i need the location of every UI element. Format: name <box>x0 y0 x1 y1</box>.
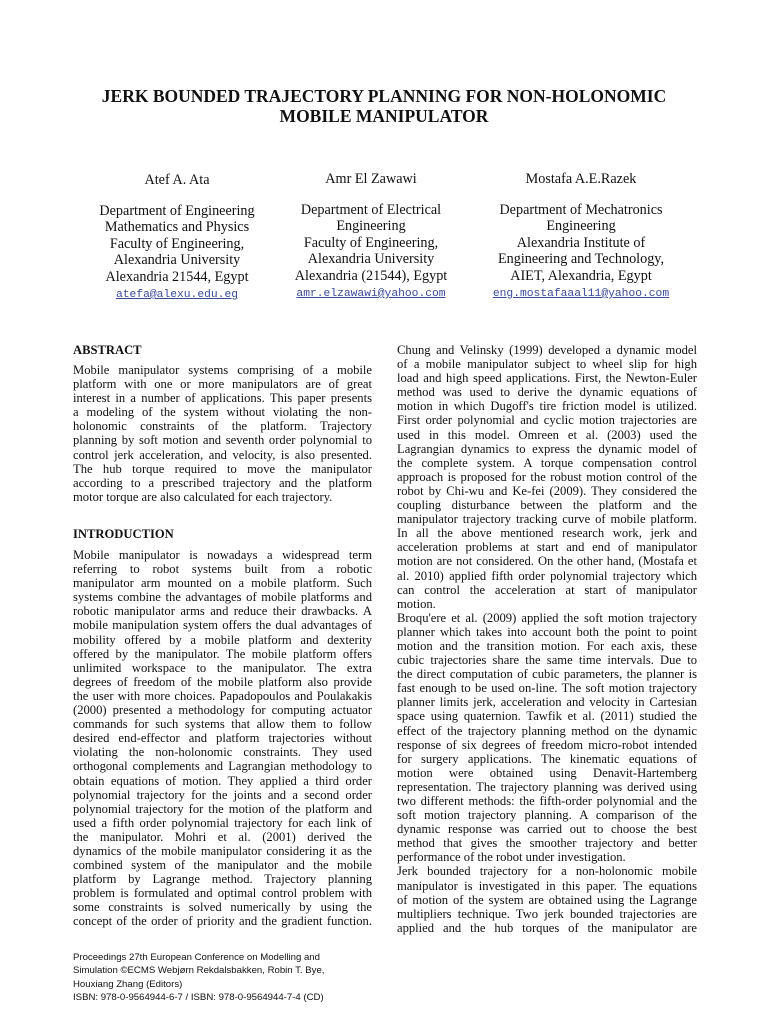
text-line: load and high speed applications. First, the Newton-Euler <box>397 371 697 386</box>
affiliation-line: Mathematics and Physics <box>104 219 250 236</box>
text-line: method that gives the smoother trajectory and better <box>397 836 697 851</box>
text-line: used a fifth order polynomial trajectory for each link of <box>73 815 372 830</box>
text-line: response of six degrees of freedom micro-robot intended <box>397 737 697 752</box>
text-line: violating the non-holonomic constraints. They used <box>73 745 372 760</box>
text-line: for surgery applications. The kinematic equations of <box>397 751 697 766</box>
text-line: Lagrangian dynamics to express the dynamic model of <box>397 441 697 456</box>
text-line: planner which takes into account both the point to point <box>397 624 697 639</box>
text-line: First order polynomial and cyclic motion trajectories are <box>397 413 697 428</box>
text-line: motion were obtained using Denavit-Hartemberg <box>397 765 697 780</box>
text-line: motion. <box>397 596 436 611</box>
author-email-link[interactable]: eng.mostafaaal11@yahoo.com <box>492 288 670 301</box>
text-line: acceleration problems at start and end of manipulator <box>397 540 697 555</box>
affiliation-line: Alexandria Institute of <box>516 234 646 251</box>
text-line: approach is proposed for the robust motion control of the <box>397 469 697 484</box>
introduction-body-right <box>397 343 697 935</box>
text-line: obtain equations of motion. They applied a third order <box>73 773 372 788</box>
affiliation-line: Alexandria University <box>113 252 241 269</box>
text-line: manipulator is investigated in this paper. The equations <box>397 878 697 893</box>
text-line: coupling disturbance between the platform and the <box>397 498 697 513</box>
text-line: control jerk acceleration, and velocity, is also presented. <box>73 447 372 462</box>
text-line: degrees of freedom of the mobile platform also provide <box>73 674 372 689</box>
text-line: fast enough to be used on-line. The soft motion trajectory <box>397 681 697 696</box>
text-line: motor torque are also calculated for each trajectory. <box>73 489 333 504</box>
abstract-body <box>73 363 372 504</box>
footer-line: Simulation ©ECMS Webjørn Rekdalsbakken, Robin T. Bye, <box>73 965 325 977</box>
text-line: Jerk bounded trajectory for a non-holonomic mobile <box>397 864 697 879</box>
affiliation-line: AIET, Alexandria, Egypt <box>510 267 652 284</box>
text-line: Mobile manipulator systems comprising of a mobile <box>73 363 372 377</box>
text-line: planner limits jerk, acceleration and velocity in Cartesian <box>397 695 697 710</box>
text-line: holonomic constraints of the platform. Trajectory <box>73 419 372 434</box>
text-line: concept of the order of priority and the gradient function. <box>73 914 372 929</box>
footer-line: Houxiang Zhang (Editors) <box>73 978 183 990</box>
affiliation-line: Alexandria (21544), Egypt <box>294 267 448 284</box>
affiliation-line: Faculty of Engineering, <box>303 234 439 251</box>
abstract-heading: ABSTRACT <box>73 343 142 357</box>
text-line: mobile manipulation system offers the dual advantages of <box>73 618 372 633</box>
affiliation-line: Department of Mechatronics <box>499 202 663 218</box>
footer-line: ISBN: 978-0-9564944-6-7 / ISBN: 978-0-9564944-7-4 (CD) <box>73 992 324 1004</box>
text-line: desired end-effector and platform trajectories without <box>73 731 372 746</box>
author-block <box>466 170 696 301</box>
text-line: performance of the robot under investigation. <box>397 850 626 865</box>
text-line: platform by Lagrange method. Trajectory planning <box>73 872 372 887</box>
text-line: of motion of the system are obtained using the Lagrange <box>397 892 697 907</box>
text-line: systems combine the advantages of mobile platforms and <box>73 590 372 605</box>
affiliation-line: Alexandria University <box>307 251 435 268</box>
text-line: soft motion trajectory planning. A comparison of the <box>397 808 697 823</box>
affiliation-line: Engineering and Technology, <box>497 251 665 268</box>
text-line: The hub torque required to move the manipulator <box>73 461 372 476</box>
affiliation-line: Engineering <box>546 218 616 235</box>
text-line: a modeling of the system without violating the non- <box>73 405 372 420</box>
text-line: orthogonal complements and Lagrangian methodology to <box>73 759 372 774</box>
text-line: motion are not considered. On the other hand, (Mostafa et <box>397 554 697 569</box>
text-line: multipliers technique. Two jerk bounded trajectories are <box>397 906 697 921</box>
paragraph <box>397 864 697 934</box>
text-line: two different methods: the fifth-order polynomial and the <box>397 794 697 808</box>
text-line: manipulator arm mounted on a mobile platform. Such <box>73 576 372 591</box>
text-line: commands for such systems that allow them to follow <box>73 717 372 732</box>
text-line: motion and the transition motion. For each axis, these <box>397 638 697 653</box>
author-name: Amr El Zawawi <box>325 171 417 187</box>
text-line: unlimited workspace to the manipulator. The extra <box>73 660 372 675</box>
author-email-link[interactable]: amr.elzawawi@yahoo.com <box>296 288 446 301</box>
text-line: space using quaternion. Tawfik et al. (2011) studied the <box>397 709 697 724</box>
author-name: Mostafa A.E.Razek <box>525 171 637 187</box>
title-line: JERK BOUNDED TRAJECTORY PLANNING FOR NON-HOLONOMIC <box>101 86 667 106</box>
text-line: of a mobile manipulator subject to wheel slip for high <box>397 357 697 372</box>
paragraph <box>73 363 372 504</box>
author-block <box>67 171 287 302</box>
text-line: robot by Chi-wu and Ke-fei (2009). They considered the <box>397 483 697 498</box>
text-line: motion in which Dugoff's tire friction model is utilized. <box>397 399 697 414</box>
text-line: platform with one or more manipulators are of great <box>73 377 372 392</box>
proceedings-footer <box>73 951 324 1005</box>
text-line: planning by soft motion and seventh order polynomial to <box>73 433 372 448</box>
text-line: representation. The trajectory planning was derived using <box>397 779 697 794</box>
text-line: mobility offered by a mobile platform and dexterity <box>73 632 372 647</box>
text-line: dynamic response was carried out to choose the best <box>397 822 697 837</box>
footer-line: Proceedings 27th European Conference on Modelling and <box>73 952 320 963</box>
affiliation-line: Department of Engineering <box>99 203 255 219</box>
affiliation-line: Department of Electrical <box>300 202 442 218</box>
text-line: Chung and Velinsky (1999) developed a dynamic model <box>397 343 697 357</box>
affiliation-line: Alexandria 21544, Egypt <box>105 268 249 285</box>
text-line: the direct computation of cubic parameters, the planner is <box>397 667 697 682</box>
text-line: can control the acceleration at start of manipulator <box>397 582 697 597</box>
author-block <box>261 170 481 301</box>
author-name: Atef A. Ata <box>144 172 210 188</box>
affiliation-line: Engineering <box>336 218 406 235</box>
text-line: applied and the hub torques of the manipulator are <box>397 920 697 935</box>
text-line: Broqu'ere et al. (2009) applied the soft motion trajectory <box>397 610 697 625</box>
text-line: manipulator trajectory tracking curve of mobile platform. <box>397 512 697 527</box>
text-line: combined system of the manipulator and the mobile <box>73 858 372 873</box>
paragraph <box>73 548 372 929</box>
text-line: polynomial trajectory for the joints and a second order <box>73 787 372 802</box>
text-line: some constraints is solved numerically by using the <box>73 900 372 915</box>
introduction-heading: INTRODUCTION <box>73 527 174 541</box>
author-email-link[interactable]: atefa@alexu.edu.eg <box>115 289 239 302</box>
text-line: problem is formulated and optimal control problem with <box>73 886 372 901</box>
text-line: referring to robot systems built from a robotic <box>73 562 372 577</box>
text-line: In all the above mentioned research work, jerk and <box>397 526 697 541</box>
text-line: method was used to derive the dynamic equations of <box>397 385 697 400</box>
paragraph <box>397 611 697 865</box>
text-line: interest in a number of applications. This paper presents <box>73 391 372 406</box>
introduction-body-left <box>73 548 372 929</box>
text-line: polynomial trajectory for the motion of the platform and <box>73 801 372 816</box>
text-line: the user with more choices. Papadopoulos and Poulakakis <box>73 688 372 703</box>
text-line: al. 2010) applied fifth order polynomial trajectory which <box>397 568 697 583</box>
text-line: the complete system. A torque compensation control <box>397 455 697 470</box>
title-line: MOBILE MANIPULATOR <box>279 106 489 126</box>
text-line: used in this model. Omreen et al. (2003) used the <box>397 427 697 442</box>
text-line: according to a prescribed trajectory and the platform <box>73 475 372 490</box>
text-line: the manipulator. Mohri et al. (2001) derived the <box>73 829 372 844</box>
affiliation-line: Faculty of Engineering, <box>109 235 245 252</box>
text-line: Mobile manipulator is nowadays a widespread term <box>73 548 372 562</box>
paper-title <box>0 86 768 126</box>
text-line: (2000) presented a methodology for computing actuator <box>73 703 372 718</box>
text-line: effect of the trajectory planning method on the dynamic <box>397 723 697 738</box>
text-line: cubic trajectories share the same time intervals. Due to <box>397 653 697 668</box>
paragraph <box>397 343 697 611</box>
text-line: offered by the manipulator. The mobile platform offers <box>73 646 372 661</box>
text-line: dynamics of the mobile manipulator considering it as the <box>73 843 372 858</box>
text-line: robotic manipulator arms and reduce their drawbacks. A <box>73 604 372 619</box>
